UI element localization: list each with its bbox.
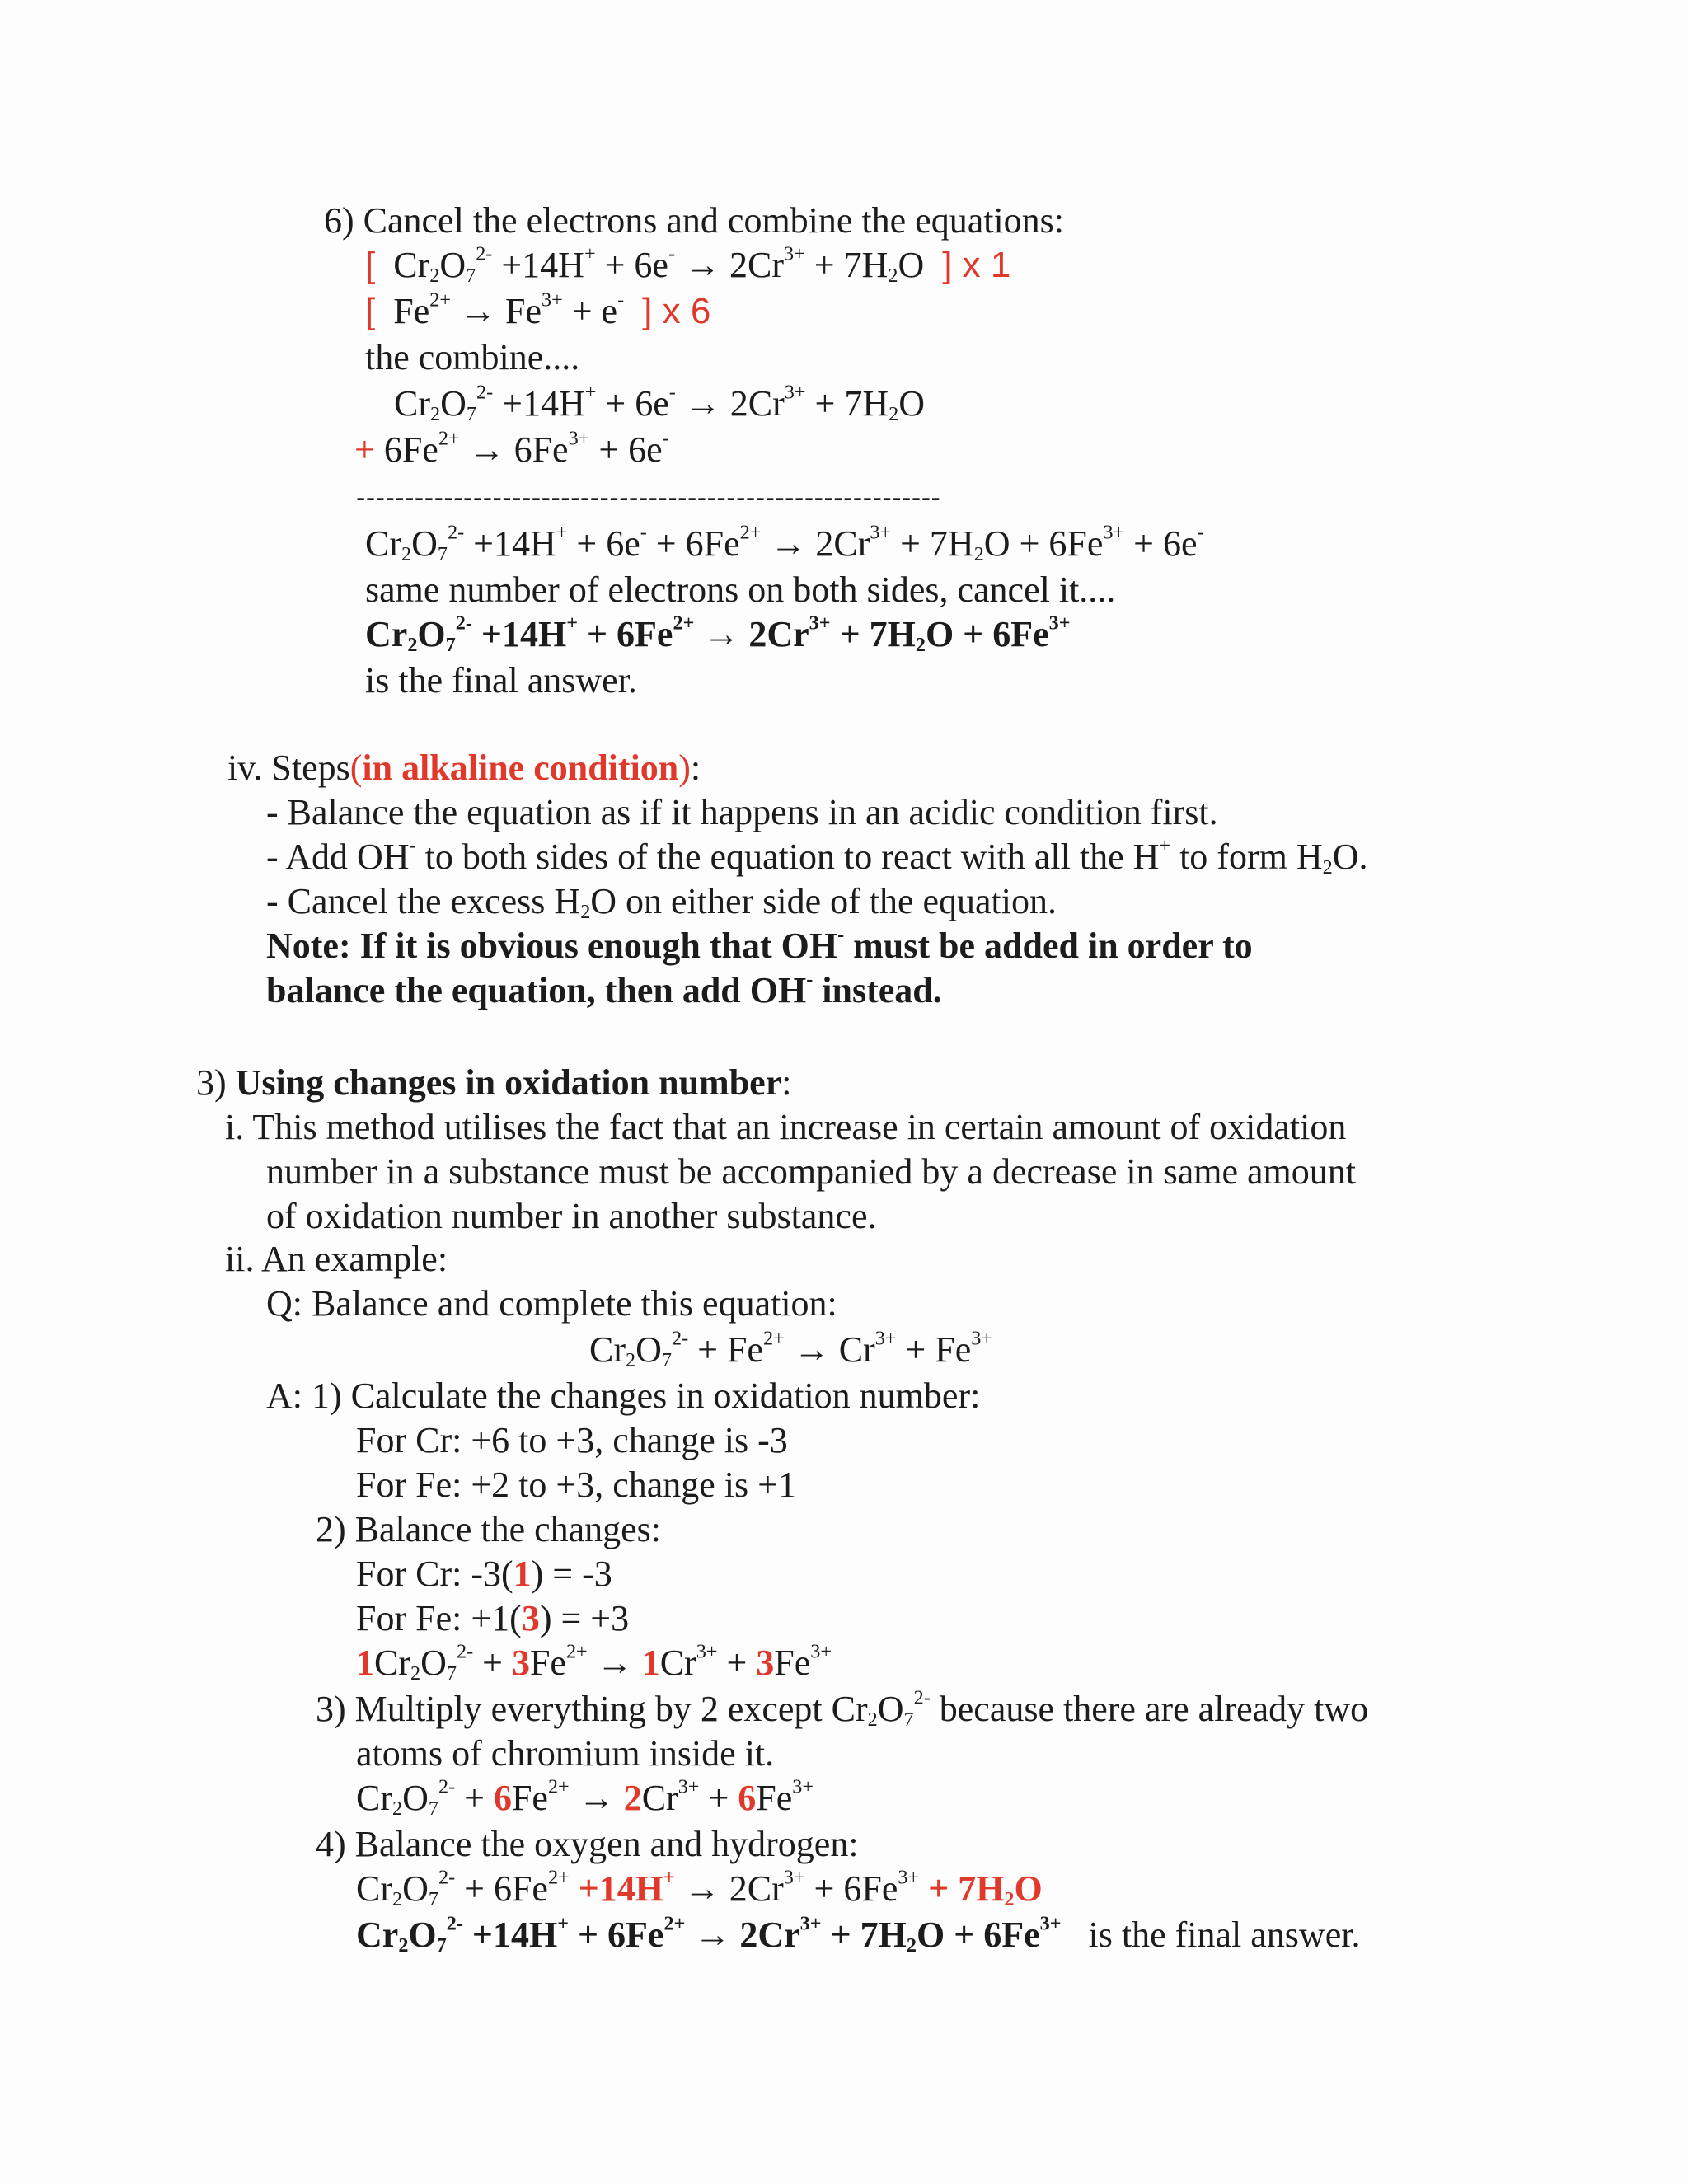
colon: : <box>690 748 701 788</box>
fe-balance-coefficient: 3 <box>521 1598 540 1638</box>
fe-balance-pre: For Fe: +1( <box>356 1598 522 1638</box>
open-bracket: [ <box>365 245 376 285</box>
note2-pre: balance the equation, then add OH <box>266 970 807 1010</box>
method3-i-line-1: i. This method utilises the fact that an increase in certain amount of oxidation <box>225 1107 1347 1147</box>
fe-change: For Fe: +2 to +3, change is +1 <box>356 1465 796 1505</box>
question-equation: $Cr_2O_7^{2-} + Fe^{2+} \to Cr^{3+} + Fe^{3+}$ <box>589 1327 993 1372</box>
step3-pre: 3) Multiply everything by 2 except Cr <box>316 1689 868 1729</box>
multiplier-x6: ] x 6 <box>642 291 711 331</box>
step3-pre: - Cancel the excess H <box>266 881 581 921</box>
answer-step-4: 4) Balance the oxygen and hydrogen: <box>316 1824 859 1864</box>
question-line: Q: Balance and complete this equation: <box>266 1283 837 1324</box>
method3-final-line <box>356 1914 1360 1957</box>
divider-dashes: ------------------------------------------------------------ <box>356 482 941 513</box>
method3-number: 3) <box>196 1062 236 1103</box>
alkaline-heading <box>227 747 701 790</box>
same-electrons-note: same number of electrons on both sides, cancel it.... <box>365 569 1116 610</box>
cr-balance-post: ) = -3 <box>531 1554 612 1594</box>
fe-balance <box>356 1597 629 1640</box>
alkaline-condition: in alkaline condition <box>362 748 679 788</box>
plus-sign: + <box>354 429 375 470</box>
note1-post: must be added in order to <box>844 926 1253 966</box>
balanced-changes-equation: $1Cr_2O_7^{2-} + 3Fe^{2+} \to 1Cr^{3+} + 3Fe^{3+}$ <box>356 1640 832 1685</box>
cr-balance-pre: For Cr: -3( <box>356 1554 513 1594</box>
final-answer-label: is the final answer. <box>365 660 637 701</box>
equation-line-cr-half: [ $Cr_2O_7^{2-} +14H^+ + 6e^- \to 2Cr^{3+} + 7H_2O$ ] x 1 <box>365 242 1011 288</box>
combine-eq-2: + $6Fe^{2+} \to 6Fe^{3+} + 6e^-$ <box>354 427 669 470</box>
answer-step-3-line-2: atoms of chromium inside it. <box>356 1733 775 1774</box>
alkaline-note-1: Note: If it is obvious enough that OH- must be added in order to <box>266 923 1253 966</box>
equation-line-fe-half: [ $Fe^{2+} \to Fe^{3+} + e^-$ ] x 6 <box>365 288 711 331</box>
method3-ii-line: ii. An example: <box>225 1239 448 1279</box>
cr-change: For Cr: +6 to +3, change is -3 <box>356 1420 788 1460</box>
answer-step-3: 3) Multiply everything by 2 except $Cr_2O_7^{2-}$ because there are already two <box>316 1686 1369 1732</box>
final-equation: $Cr_2O_7^{2-} +14H^+ + 6Fe^{2+} \to 2Cr^{3+} + 7H_2O + 6Fe^{3+}$ <box>365 612 1071 657</box>
alkaline-note-2: balance the equation, then add OH- instead. <box>266 968 942 1010</box>
steps-label: iv. Steps <box>227 748 350 788</box>
step3-post: because there are already two <box>930 1689 1369 1729</box>
note2-post: instead. <box>813 970 942 1010</box>
answer-step-2: 2) Balance the changes: <box>316 1509 662 1549</box>
multiplied-equation: $Cr_2O_7^{2-} + 6Fe^{2+} \to 2Cr^{3+} + 6Fe^{3+}$ <box>356 1775 814 1821</box>
cr-balance <box>356 1553 612 1596</box>
section6-heading: 6) Cancel the electrons and combine the equations: <box>324 200 1065 241</box>
combine-label: the combine.... <box>365 337 580 377</box>
alkaline-step-1: - Balance the equation as if it happens in an acidic condition first. <box>266 792 1218 832</box>
combined-equation: $Cr_2O_7^{2-} +14H^+ + 6e^- + 6Fe^{2+} \to 2Cr^{3+} + 7H_2O + 6Fe^{3+} + 6e^-$ <box>365 521 1204 566</box>
method3-i-line-2: number in a substance must be accompanied by a decrease in same amount <box>266 1151 1356 1192</box>
multiplier-x1: ] x 1 <box>942 245 1011 285</box>
step3-post: O on either side of the equation. <box>590 881 1057 921</box>
method3-heading <box>196 1062 791 1104</box>
open-bracket: [ <box>365 291 376 331</box>
alkaline-step-2: - Add OH- to both sides of the equation to react with all the H+ to form $H_2O$. <box>266 834 1368 879</box>
fe-balance-post: ) = +3 <box>539 1598 630 1638</box>
alkaline-step-3: - Cancel the excess $H_2O$ on either side of the equation. <box>266 881 1057 924</box>
combine-eq-1: $Cr_2O_7^{2-} +14H^+ + 6e^- \to 2Cr^{3+} + 7H_2O$ <box>394 381 925 426</box>
method3-title: Using changes in oxidation number <box>235 1062 782 1103</box>
answer-step-1: A: 1) Calculate the changes in oxidation number: <box>266 1376 981 1416</box>
method3-i-line-3: of oxidation number in another substance. <box>266 1196 877 1236</box>
method3-final-label: is the final answer. <box>1088 1915 1361 1955</box>
cr-balance-coefficient: 1 <box>513 1554 532 1594</box>
note1-pre: Note: If it is obvious enough that OH <box>266 926 838 966</box>
paren-close: ) <box>678 748 691 788</box>
colon: : <box>781 1062 792 1103</box>
paren-open: ( <box>349 748 363 788</box>
method3-final-equation: $Cr_2O_7^{2-} +14H^+ + 6Fe^{2+} \to 2Cr^{3+} + 7H_2O + 6Fe^{3+}$ <box>356 1912 1062 1957</box>
oh-balanced-equation: $Cr_2O_7^{2-} + 6Fe^{2+} +14H^+ \to 2Cr^{3+} + 6Fe^{3+} + 7H_2O$ <box>356 1866 1043 1911</box>
